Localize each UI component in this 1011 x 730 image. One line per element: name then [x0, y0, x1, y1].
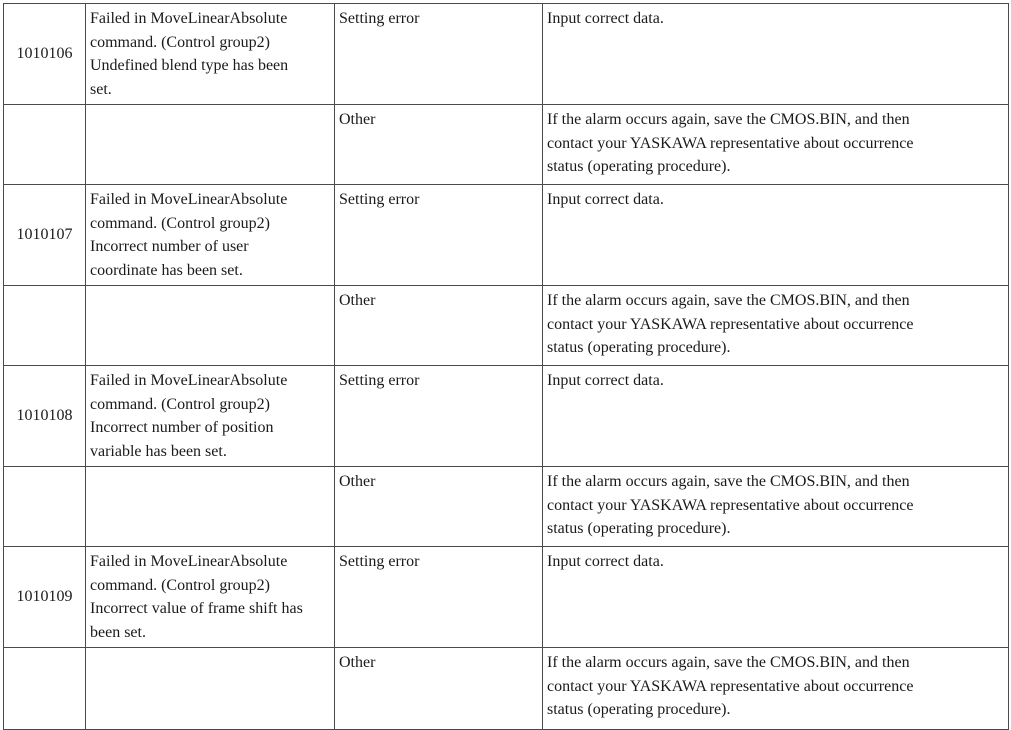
- description-line: Undefined blend type has been: [90, 57, 289, 74]
- alarm-subrow: [4, 105, 1009, 185]
- remedy-line: contact your YASKAWA representative about occurrence: [547, 134, 914, 152]
- remedy-line: contact your YASKAWA representative about occurrence: [547, 496, 914, 514]
- cause-cell: Other: [335, 105, 543, 185]
- description-line: Failed in MoveLinearAbsolute: [90, 553, 288, 570]
- empty-cell: [86, 467, 335, 547]
- remedy-line: If the alarm occurs again, save the CMOS.BIN, and then: [547, 654, 910, 671]
- empty-cell: [4, 648, 86, 730]
- description-line: command. (Control group2): [90, 214, 270, 232]
- description-line: variable has been set.: [90, 442, 227, 460]
- description-line: command. (Control group2): [90, 395, 270, 413]
- description-line: coordinate has been set.: [90, 261, 243, 279]
- cause-cell: Setting error: [335, 185, 543, 286]
- description-line: Failed in MoveLinearAbsolute: [90, 10, 288, 27]
- remedy-cell: Input correct data.: [543, 547, 1009, 648]
- alarm-row: [4, 547, 1009, 648]
- cause-cell: Setting error: [335, 4, 543, 105]
- remedy-line: contact your YASKAWA representative about occurrence: [547, 677, 914, 695]
- remedy-line: If the alarm occurs again, save the CMOS.BIN, and then: [547, 473, 910, 490]
- remedy-line: status (operating procedure).: [547, 701, 731, 718]
- alarm-subrow: [4, 648, 1009, 730]
- empty-cell: [86, 648, 335, 730]
- description-line: Incorrect number of position: [90, 419, 274, 436]
- description-line: set.: [90, 80, 112, 98]
- alarm-code: 1010108: [4, 366, 86, 467]
- cause-cell: Other: [335, 467, 543, 547]
- alarm-description: [86, 366, 335, 467]
- alarm-description: [86, 547, 335, 648]
- empty-cell: [4, 105, 86, 185]
- remedy-cell: Input correct data.: [543, 4, 1009, 105]
- empty-cell: [4, 467, 86, 547]
- empty-cell: [86, 286, 335, 366]
- alarm-description: [86, 185, 335, 286]
- alarm-code: 1010109: [4, 547, 86, 648]
- alarm-code: 1010107: [4, 185, 86, 286]
- alarm-table: [3, 3, 1009, 730]
- description-line: been set.: [90, 623, 146, 641]
- description-line: command. (Control group2): [90, 576, 270, 594]
- remedy-line: If the alarm occurs again, save the CMOS.BIN, and then: [547, 111, 910, 128]
- cause-cell: Other: [335, 648, 543, 730]
- remedy-line: status (operating procedure).: [547, 339, 731, 356]
- alarm-code: 1010106: [4, 4, 86, 105]
- remedy-cell: [543, 105, 1009, 185]
- remedy-line: contact your YASKAWA representative about occurrence: [547, 315, 914, 333]
- alarm-row: [4, 366, 1009, 467]
- cause-cell: Setting error: [335, 547, 543, 648]
- remedy-line: status (operating procedure).: [547, 520, 731, 537]
- description-line: Incorrect value of frame shift has: [90, 600, 303, 617]
- remedy-line: status (operating procedure).: [547, 158, 731, 175]
- remedy-cell: [543, 286, 1009, 366]
- alarm-subrow: [4, 286, 1009, 366]
- remedy-line: If the alarm occurs again, save the CMOS.BIN, and then: [547, 292, 910, 309]
- remedy-cell: [543, 648, 1009, 730]
- empty-cell: [86, 105, 335, 185]
- description-line: command. (Control group2): [90, 33, 270, 51]
- remedy-cell: Input correct data.: [543, 185, 1009, 286]
- alarm-subrow: [4, 467, 1009, 547]
- alarm-description: [86, 4, 335, 105]
- alarm-row: [4, 4, 1009, 105]
- description-line: Incorrect number of user: [90, 238, 249, 255]
- cause-cell: Other: [335, 286, 543, 366]
- empty-cell: [4, 286, 86, 366]
- remedy-cell: Input correct data.: [543, 366, 1009, 467]
- description-line: Failed in MoveLinearAbsolute: [90, 191, 288, 208]
- description-line: Failed in MoveLinearAbsolute: [90, 372, 288, 389]
- cause-cell: Setting error: [335, 366, 543, 467]
- remedy-cell: [543, 467, 1009, 547]
- alarm-row: [4, 185, 1009, 286]
